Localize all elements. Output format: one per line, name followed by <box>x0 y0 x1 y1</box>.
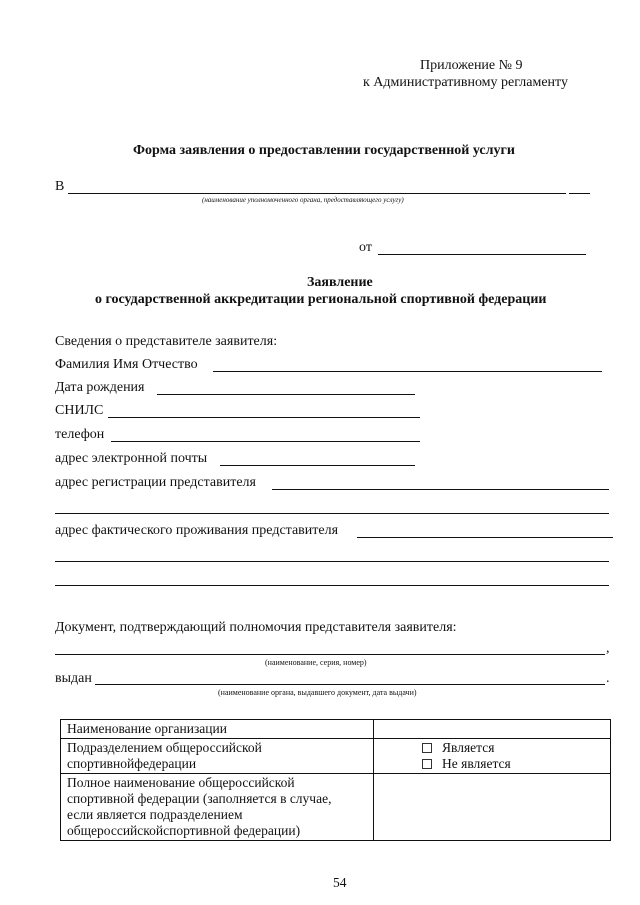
authority-caption: (наименование уполномоченного органа, предоставляющего услугу) <box>202 196 404 204</box>
fio-field[interactable] <box>213 371 602 372</box>
table-row <box>61 739 611 774</box>
full-name-label-line-4: общероссийскойспортивной федерации) <box>67 823 301 838</box>
fact-address-field-2[interactable] <box>55 561 609 562</box>
org-name-label: Наименование организации <box>61 720 374 739</box>
snils-label: СНИЛС <box>55 403 104 418</box>
email-label: адрес электронной почты <box>55 451 208 466</box>
full-name-label-line-3: если является подразделением <box>67 807 243 822</box>
subdivision-label <box>61 739 374 774</box>
page-number: 54 <box>333 875 347 890</box>
issued-field[interactable] <box>95 684 605 685</box>
option-no[interactable] <box>422 756 604 772</box>
fact-address-label: адрес фактического проживания представителя <box>55 523 339 538</box>
full-name-value[interactable] <box>374 774 611 841</box>
document-comma: , <box>606 641 610 656</box>
from-field[interactable] <box>378 254 586 255</box>
document-caption: (наименование, серия, номер) <box>265 658 367 667</box>
authority-field[interactable] <box>68 193 566 194</box>
document-heading: Документ, подтверждающий полномочия представителя заявителя: <box>55 620 457 635</box>
from-label: от <box>359 240 372 255</box>
phone-label: телефон <box>55 427 105 442</box>
birth-field[interactable] <box>157 394 415 395</box>
table-row <box>61 720 611 739</box>
statement-subtitle: о государственной аккредитации региональной спортивной федерации <box>95 292 547 307</box>
birth-label: Дата рождения <box>55 380 145 395</box>
appendix-line-1: Приложение № 9 <box>420 58 523 73</box>
reg-address-label: адрес регистрации представителя <box>55 475 256 490</box>
appendix-line-2: к Административному регламенту <box>363 75 568 90</box>
statement-title: Заявление <box>307 275 373 290</box>
subdivision-label-line-1: Подразделением общероссийской <box>67 740 262 755</box>
reg-address-field-2[interactable] <box>55 513 609 514</box>
full-name-label-line-1: Полное наименование общероссийской <box>67 775 295 790</box>
option-no-label: Не является <box>442 756 511 771</box>
option-yes[interactable] <box>422 740 604 756</box>
org-name-value[interactable] <box>374 720 611 739</box>
form-title: Форма заявления о предоставлении государственной услуги <box>133 143 515 158</box>
document-field[interactable] <box>55 654 605 655</box>
organization-table <box>60 719 611 841</box>
table-row <box>61 774 611 841</box>
checkbox-icon[interactable] <box>422 743 432 753</box>
fio-label: Фамилия Имя Отчество <box>55 357 198 372</box>
email-field[interactable] <box>220 465 415 466</box>
to-prefix: В <box>55 179 65 194</box>
issued-caption: (наименование органа, выдавшего документ, дата выдачи) <box>218 688 417 697</box>
full-name-label-line-2: спортивной федерации (заполняется в случае, <box>67 791 332 806</box>
option-yes-label: Является <box>442 740 495 755</box>
phone-field[interactable] <box>111 441 420 442</box>
representative-heading: Сведения о представителе заявителя: <box>55 334 278 349</box>
reg-address-field[interactable] <box>272 489 609 490</box>
checkbox-icon[interactable] <box>422 759 432 769</box>
issued-label: выдан <box>55 671 92 686</box>
snils-field[interactable] <box>108 417 420 418</box>
subdivision-label-line-2: спортивнойфедерации <box>67 756 197 771</box>
full-name-label <box>61 774 374 841</box>
authority-field-tail <box>569 193 590 194</box>
fact-address-field[interactable] <box>357 537 613 538</box>
subdivision-options <box>374 739 611 774</box>
fact-address-field-3[interactable] <box>55 585 609 586</box>
issued-period: . <box>606 671 610 686</box>
